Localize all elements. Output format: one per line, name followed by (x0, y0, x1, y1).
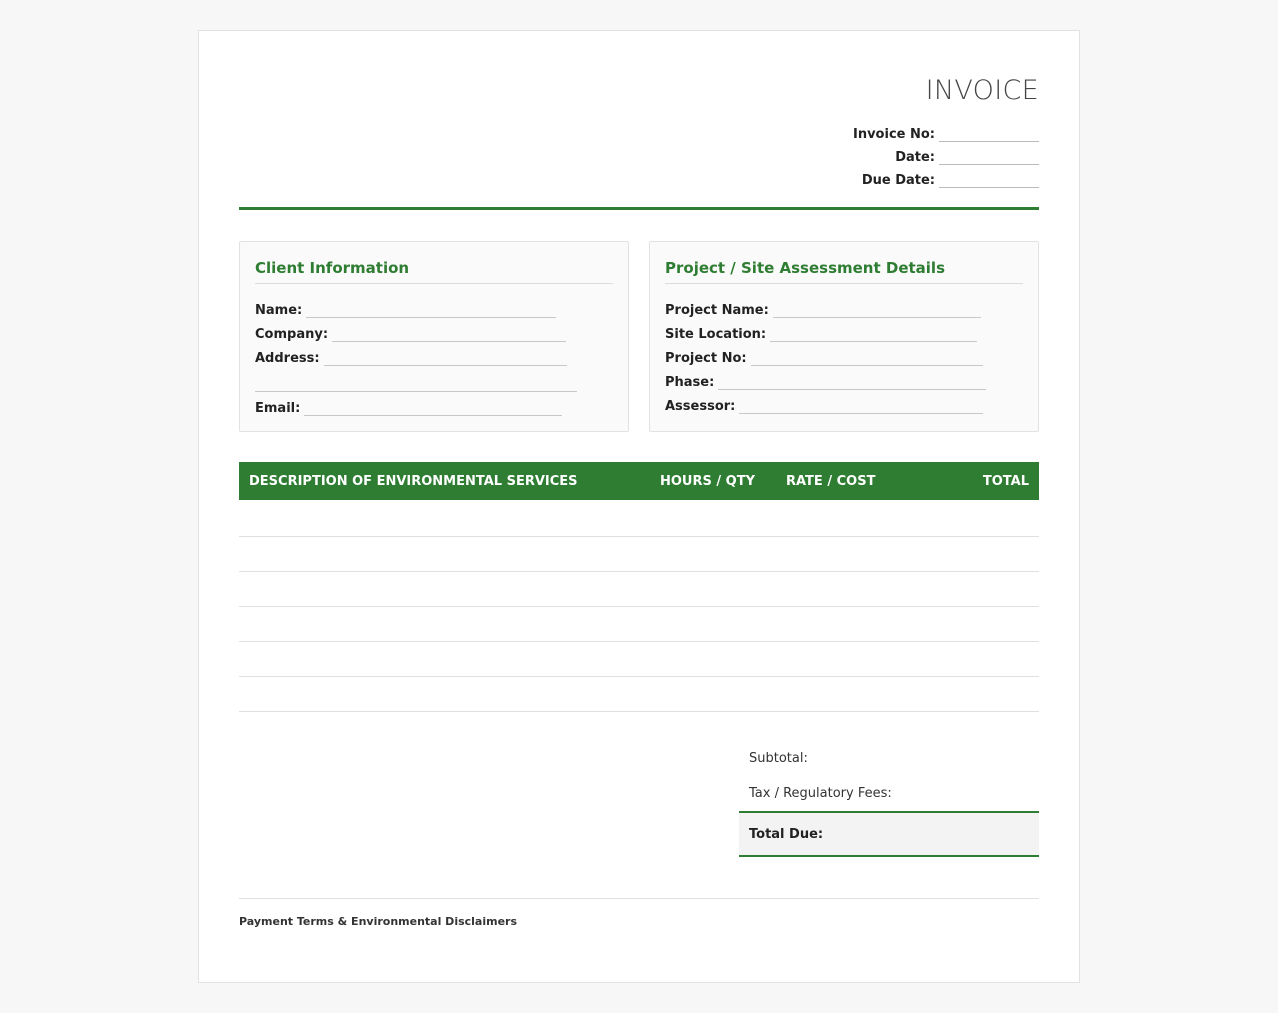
client-email-field[interactable] (304, 400, 562, 416)
client-name-label: Name: (255, 303, 303, 318)
assessor-field[interactable] (739, 398, 983, 414)
invoice-title: INVOICE (925, 75, 1039, 106)
site-location-field[interactable] (770, 326, 977, 342)
phase-field[interactable] (718, 374, 986, 390)
client-company-label: Company: (255, 327, 329, 342)
client-info-box (239, 241, 629, 432)
project-no-row (665, 342, 1023, 366)
tax-label: Tax / Regulatory Fees: (749, 786, 892, 801)
phase-label: Phase: (665, 375, 715, 390)
phase-row (665, 366, 1023, 390)
client-address-line-2-row (255, 366, 613, 392)
due-date-label: Due Date: (861, 173, 935, 188)
project-name-field[interactable] (773, 302, 981, 318)
client-address-label: Address: (255, 351, 320, 366)
payment-terms-heading: Payment Terms & Environmental Disclaimers (239, 915, 518, 928)
project-details-box (649, 241, 1039, 432)
totals-block (739, 741, 1039, 857)
subtotal-label: Subtotal: (749, 751, 808, 766)
project-name-row (665, 294, 1023, 318)
subtotal-row (739, 741, 1039, 776)
project-no-field[interactable] (751, 350, 983, 366)
invoice-no-field[interactable] (939, 124, 1039, 142)
client-company-row (255, 318, 613, 342)
total-due-label: Total Due: (749, 826, 824, 842)
footer-divider (239, 898, 1039, 899)
invoice-no-label: Invoice No: (852, 127, 935, 142)
table-row[interactable] (239, 536, 1039, 537)
table-row[interactable] (239, 571, 1039, 572)
assessor-row (665, 390, 1023, 414)
header-divider (239, 207, 1039, 210)
table-row[interactable] (239, 606, 1039, 607)
assessor-label: Assessor: (665, 399, 736, 414)
client-email-row (255, 392, 613, 416)
date-row (739, 142, 1039, 165)
col-total: TOTAL (982, 474, 1029, 489)
client-email-label: Email: (255, 401, 301, 416)
col-hours-qty: HOURS / QTY (660, 474, 755, 489)
project-no-label: Project No: (665, 351, 747, 366)
tax-row (739, 776, 1039, 811)
col-rate-cost: RATE / COST (786, 474, 876, 489)
site-location-label: Site Location: (665, 327, 767, 342)
table-row[interactable] (239, 641, 1039, 642)
client-info-title: Client Information (255, 259, 613, 284)
client-address-line-2-field[interactable] (255, 376, 577, 392)
client-address-row (255, 342, 613, 366)
date-label: Date: (895, 150, 935, 165)
col-description: DESCRIPTION OF ENVIRONMENTAL SERVICES (249, 474, 578, 489)
client-name-row (255, 294, 613, 318)
client-name-field[interactable] (306, 302, 556, 318)
project-details-title: Project / Site Assessment Details (665, 259, 1023, 284)
invoice-no-row (739, 119, 1039, 142)
client-company-field[interactable] (332, 326, 566, 342)
invoice-meta (739, 119, 1039, 188)
table-row[interactable] (239, 711, 1039, 712)
client-address-field[interactable] (324, 350, 567, 366)
services-table-header (239, 462, 1039, 500)
invoice-page (198, 30, 1080, 983)
due-date-field[interactable] (939, 170, 1039, 188)
table-row[interactable] (239, 676, 1039, 677)
date-field[interactable] (939, 147, 1039, 165)
client-fields (255, 294, 613, 416)
due-date-row (739, 165, 1039, 188)
project-fields (665, 294, 1023, 414)
total-due-row (739, 811, 1039, 857)
site-location-row (665, 318, 1023, 342)
project-name-label: Project Name: (665, 303, 769, 318)
